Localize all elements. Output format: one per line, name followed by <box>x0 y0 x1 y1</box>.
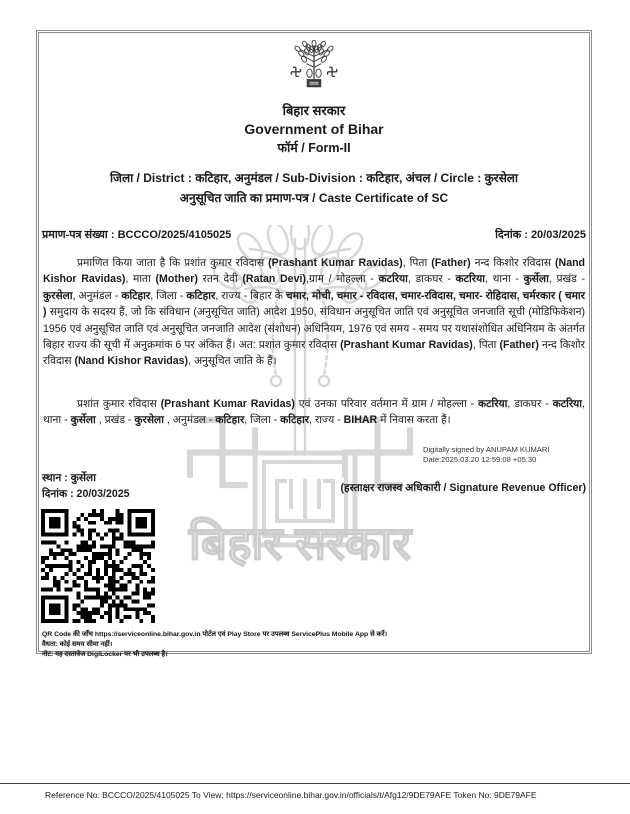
emblem-bead-left <box>307 69 312 77</box>
issue-date-line: दिनांक : 20/03/2025 <box>42 488 130 501</box>
qr-note-verification: QR Code की जाँच https://serviceonline.bihar.gov.in पोर्टल एवं Play Store पर उपलब्ध ServicePlus Mobile App से करें। <box>42 630 388 638</box>
qr-note-validity: वैधता: कोई समय सीमा नहीं। <box>42 641 113 649</box>
digital-signature-line1: Digitally signed by ANUPAM KUMARI <box>423 444 550 454</box>
signature-row <box>39 471 589 503</box>
emblem-bead-right <box>316 69 321 77</box>
certificate-body-paragraph-2: प्रशांत कुमार रविदास (Prashant Kumar Ravidas) एवं उनका परिवार वर्तमान में ग्राम / मोहल्ला - कटरिया, डाकघर - कटरिया, थाना - कुर्सेला , प्रखंड - कुरसेला , अनुमंडल - कटिहार, जिला - कटिहार, राज्य - BIHAR में निवास करता हैं। <box>43 397 585 427</box>
certificate-meta-row <box>39 227 589 242</box>
emblem-swastika-right-icon <box>328 67 337 76</box>
qr-notes <box>39 630 589 661</box>
place-date-block <box>42 471 130 503</box>
certificate-date: दिनांक : 20/03/2025 <box>495 229 586 241</box>
footer-divider <box>0 783 630 784</box>
revenue-officer-signature-label: (हस्ताक्षर राजस्व अधिकारी / Signature Revenue Officer) <box>340 482 586 495</box>
place-line: स्थान : कुर्सेला <box>42 472 96 485</box>
emblem-base-plate <box>307 79 322 87</box>
certificate-number: प्रमाण-पत्र संख्या : BCCCO/2025/4105025 <box>42 229 232 241</box>
digital-signature-block <box>423 445 583 466</box>
footer-reference-line: Reference No: BCCCO/2025/4105025 To View: https://serviceonline.bihar.gov.in/officials/t/Afg12/9DE79AFE Token No: 9DE79AFE <box>45 790 537 800</box>
emblem-swastika-left-icon <box>291 67 300 76</box>
qr-note-digilocker: नोट: यह दस्तावेज DigiLocker पर भी उपलब्ध है। <box>42 651 168 659</box>
qr-code <box>41 509 155 623</box>
org-name-hindi: बिहार सरकार <box>282 103 346 118</box>
org-name-english: Government of Bihar <box>244 121 384 137</box>
bihar-government-emblem-icon <box>285 40 343 91</box>
digital-signature-line2: Date:2025.03.20 12:59:08 +05:30 <box>423 454 537 464</box>
emblem-wrap <box>39 40 589 96</box>
certificate-body-paragraph-1: प्रमाणित किया जाता है कि प्रशांत कुमार रविदास (Prashant Kumar Ravidas), पिता (Father) नन्द किशोर रविदास (Nand Kishor Ravidas), माता (Mother) रतन देवी (Ratan Devi),ग्राम / मोहल्ला - कटरिया, डाकघर - कटरिया, थाना - कुर्सेला, प्रखंड - कुरसेला, अनुमंडल - कटिहार, जिला - कटिहार, राज्य - बिहार के चमार, मोची, चमार - रविदास, चमार-रविदास, चमार- रोहिदास, चर्मरकार ( चमार ) समुदाय के सदस्य हैं, जो कि संविधान (अनुसूचित जाति) आदेश 1950, संविधान अनुसूचित जाति एवं अनुसूचित जनजाति सूची (मोडिफिकेशन) 1956 एवं अनुसूचित जाति एवं अनुसूचित जनजाति आदेश (संशोधन) अधिनियम, 1976 एवं समय - समय पर यथासंशोधित अधिनियम के अंतर्गत बिहार राज्य की सूची में अनुक्रमांक 6 पर अंकित हैं। अत: प्रशांत कुमार रविदास (Prashant Kumar Ravidas), पिता (Father) नन्द किशोर रविदास (Nand Kishor Ravidas), अनुसूचित जाति के हैं। <box>43 257 586 368</box>
certificate-title: अनुसूचित जाति का प्रमाण-पत्र / Caste Certificate of SC <box>179 191 449 205</box>
form-number-line: फॉर्म / Form-II <box>277 141 351 155</box>
watermark-text: बिहार सरकार <box>188 517 412 569</box>
district-subdivision-circle-line: जिला / District : कटिहार, अनुमंडल / Sub-Division : कटिहार, अंचल / Circle : कुरसेला <box>109 171 519 185</box>
certificate-border-box <box>36 30 592 659</box>
